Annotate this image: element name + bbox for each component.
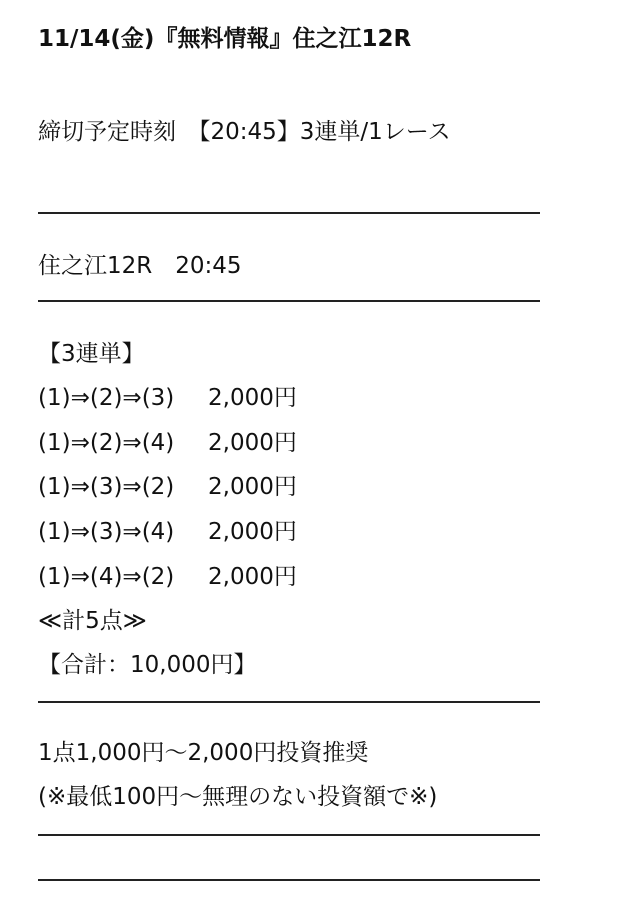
bet-row xyxy=(38,468,297,501)
bet-count: ≪計5点≫ xyxy=(38,608,147,634)
bet-total: 【合計：10,000円】 xyxy=(38,652,257,678)
bet-combination: (1)⇒(3)⇒(4) xyxy=(38,519,175,545)
page-title: 11/14(金)『無料情報』住之江12R xyxy=(38,26,412,52)
bet-row xyxy=(38,379,297,412)
bet-amount: 2,000円 xyxy=(208,519,297,545)
race-info: 住之江12R 20:45 xyxy=(38,253,242,279)
investment-recommendation: 1点1,000円～2,000円投資推奨 xyxy=(38,740,369,766)
divider xyxy=(38,701,540,703)
bet-combination: (1)⇒(3)⇒(2) xyxy=(38,474,175,500)
divider xyxy=(38,879,540,881)
bet-row xyxy=(38,513,297,546)
deadline-text: 締切予定時刻 【20:45】3連単/1レース xyxy=(38,119,451,145)
divider xyxy=(38,212,540,214)
divider xyxy=(38,300,540,302)
bet-amount: 2,000円 xyxy=(208,385,297,411)
bet-combination: (1)⇒(2)⇒(3) xyxy=(38,385,175,411)
bet-amount: 2,000円 xyxy=(208,430,297,456)
bet-amount: 2,000円 xyxy=(208,564,297,590)
bet-row xyxy=(38,558,297,591)
bet-combination: (1)⇒(4)⇒(2) xyxy=(38,564,175,590)
bet-combination: (1)⇒(2)⇒(4) xyxy=(38,430,175,456)
divider xyxy=(38,834,540,836)
bet-amount: 2,000円 xyxy=(208,474,297,500)
investment-note: (※最低100円～無理のない投資額で※) xyxy=(38,784,438,810)
bet-type-label: 【3連単】 xyxy=(38,341,145,367)
bet-row xyxy=(38,424,297,457)
